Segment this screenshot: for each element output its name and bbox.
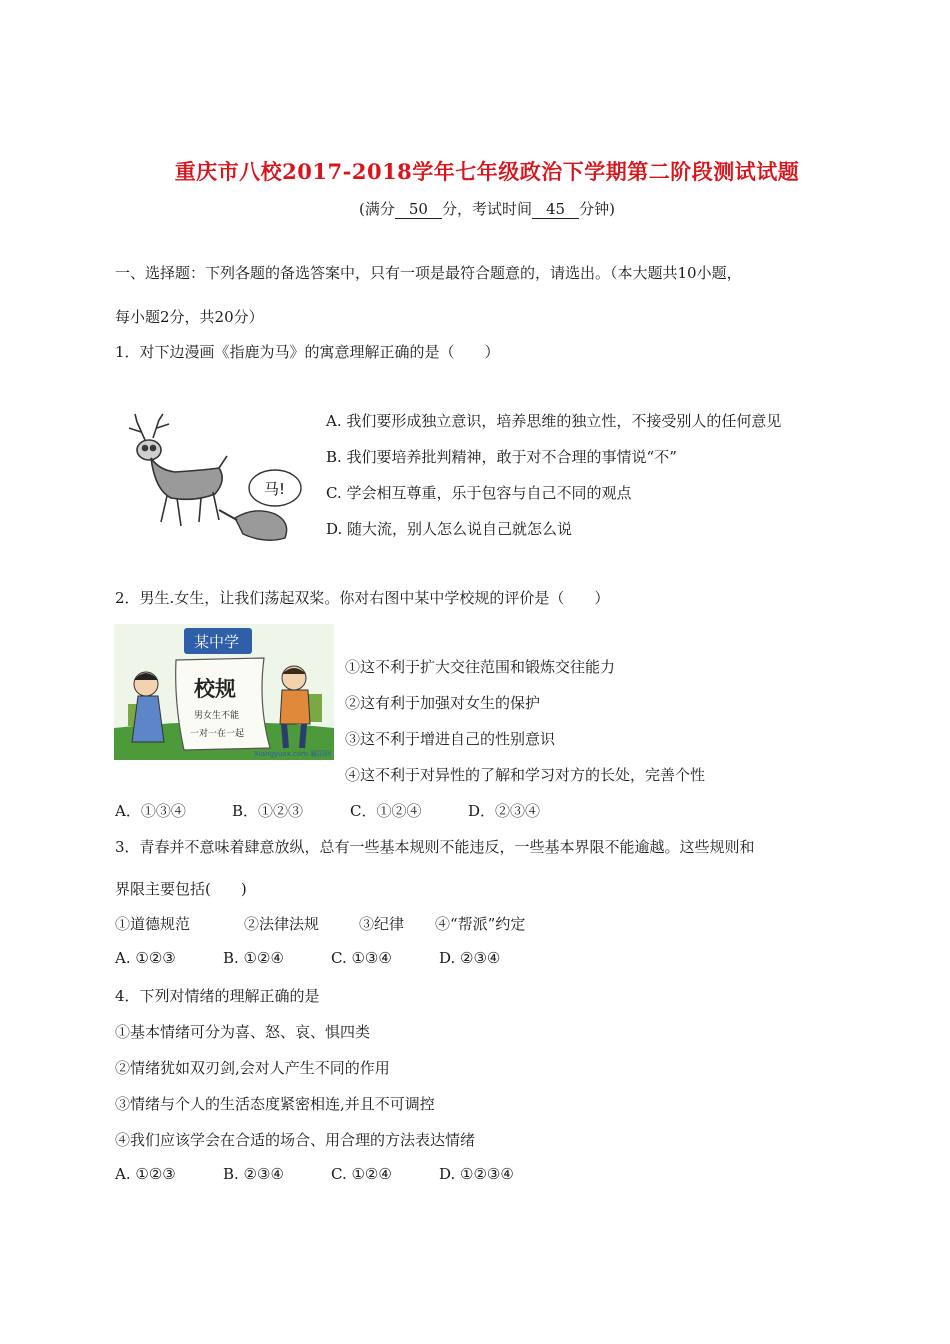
section-heading-line1: 一、选择题：下列各题的备选答案中，只有一项是最符合题意的，请选出。（本大题共10小题， xyxy=(115,264,742,282)
page-title: 重庆市八校2017-2018学年七年级政治下学期第二阶段测试试题 xyxy=(174,159,800,184)
q4-statement-4: ④我们应该学会在合适的场合、用合理的方法表达情绪 xyxy=(115,1131,476,1149)
rules-document-line2: 一对一在一起 xyxy=(190,729,245,739)
q3-item-2: ②法律法规 xyxy=(244,915,320,933)
q4-statement-1: ①基本情绪可分为喜、怒、哀、惧四类 xyxy=(115,1023,371,1041)
q2-statement-1: ①这不利于扩大交往范围和锻炼交往能力 xyxy=(345,658,616,676)
q3-answer-a: A. ①②③ xyxy=(115,949,176,967)
q2-statement-2: ②这有利于加强对女生的保护 xyxy=(345,694,541,712)
q2-answer-d: D．②③④ xyxy=(468,802,541,820)
rules-document-line1: 男女生不能 xyxy=(194,711,240,721)
exam-time: 45 xyxy=(532,200,579,219)
q1-option-d: D. 随大流，别人怎么说自己就怎么说 xyxy=(326,520,573,538)
q3-stem-line2: 界限主要包括( ) xyxy=(115,880,247,898)
q2-statement-3: ③这不利于增进自己的性别意识 xyxy=(345,730,556,748)
school-rule-cartoon xyxy=(114,624,334,760)
q4-answer-c: C. ①②④ xyxy=(331,1165,392,1183)
image-watermark: Xiangyuxx.com 襄阳网 xyxy=(254,750,332,758)
exam-info-suffix: 分钟) xyxy=(579,200,615,218)
exam-info-prefix: (满分 xyxy=(359,200,395,218)
q3-answer-b: B. ①②④ xyxy=(223,949,284,967)
q1-option-c: C. 学会相互尊重，乐于包容与自己不同的观点 xyxy=(326,484,632,502)
q4-statement-3: ③情绪与个人的生活态度紧密相连,并且不可调控 xyxy=(115,1095,435,1113)
deer-icon xyxy=(129,414,227,526)
full-score: 50 xyxy=(395,200,442,219)
q4-statement-2: ②情绪犹如双刃剑,会对人产生不同的作用 xyxy=(115,1059,390,1077)
school-sign xyxy=(184,628,252,654)
q2-answer-a: A．①③④ xyxy=(115,802,186,820)
section-heading-line2: 每小题2分，共20分） xyxy=(115,308,264,326)
pointing-hand-icon xyxy=(219,510,287,540)
q2-answer-b: B．①②③ xyxy=(232,802,304,820)
q1-stem: 1．对下边漫画《指鹿为马》的寓意理解正确的是（ ） xyxy=(115,343,500,361)
q3-item-4: ④“帮派”约定 xyxy=(435,915,526,933)
q3-answer-d: D. ②③④ xyxy=(439,949,501,967)
q1-option-a: A. 我们要形成独立意识，培养思维的独立性，不接受别人的任何意见 xyxy=(326,412,782,430)
speech-bubble-text: 马! xyxy=(264,480,286,498)
rules-document xyxy=(176,658,270,750)
q2-stem: 2．男生.女生，让我们荡起双桨。你对右图中某中学校规的评价是（ ） xyxy=(115,589,610,607)
school-sign-text: 某中学 xyxy=(194,633,240,651)
q3-item-3: ③纪律 xyxy=(359,915,405,933)
deer-horse-cartoon xyxy=(115,410,305,550)
q4-answer-a: A. ①②③ xyxy=(115,1165,176,1183)
rules-document-title: 校规 xyxy=(194,677,236,701)
q3-answer-c: C. ①③④ xyxy=(331,949,392,967)
q1-option-b: B. 我们要培养批判精神，敢于对不合理的事情说“不” xyxy=(326,448,677,466)
exam-info-mid: 分，考试时间 xyxy=(441,200,532,218)
q2-answer-c: C．①②④ xyxy=(350,802,422,820)
q4-answer-b: B. ②③④ xyxy=(223,1165,284,1183)
q3-stem-line1: 3．青春并不意味着肆意放纵，总有一些基本规则不能违反，一些基本界限不能逾越。这些规则和 xyxy=(115,838,755,856)
q3-item-1: ①道德规范 xyxy=(115,915,191,933)
exam-info xyxy=(0,198,950,219)
q2-statement-4: ④这不利于对异性的了解和学习对方的长处，完善个性 xyxy=(345,766,706,784)
speech-bubble xyxy=(249,470,301,506)
q4-stem: 4．下列对情绪的理解正确的是 xyxy=(115,987,320,1005)
q4-answer-d: D. ①②③④ xyxy=(439,1165,514,1183)
